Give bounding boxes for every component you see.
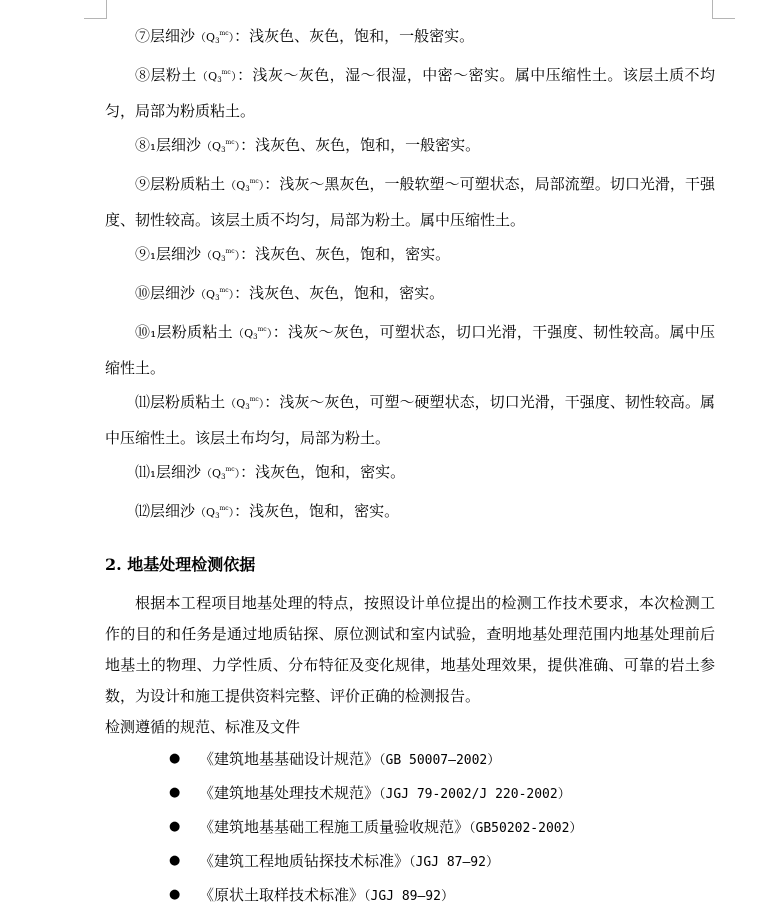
layer-name: 层粉质粘土 (150, 393, 226, 411)
symbol-subscript: 3 (245, 185, 250, 193)
symbol-superscript: mc (225, 466, 235, 473)
symbol-close: ） (258, 179, 265, 192)
symbol-q: Q (212, 249, 222, 262)
standard-item (105, 811, 715, 845)
layer-name: 层细沙 (156, 463, 202, 481)
symbol-close: ） (258, 397, 265, 410)
bullet-icon: ● (169, 853, 181, 868)
layer-name: 层粉土 (150, 66, 197, 84)
standard-code: （JGJ 79-2002/J 220-2002） (379, 787, 571, 802)
symbol-q: Q (208, 70, 218, 83)
stratum-symbol (201, 467, 240, 480)
symbol-superscript: mc (221, 69, 231, 76)
symbol-superscript: mc (219, 505, 229, 512)
symbol-subscript: 3 (253, 333, 258, 341)
symbol-superscript: mc (219, 287, 229, 294)
layer-description: ：浅灰色，饱和，密实。 (240, 463, 406, 481)
standards-list (105, 743, 715, 913)
stratum-symbol (201, 249, 240, 262)
layer-description: ：浅灰色、灰色，饱和，密实。 (234, 284, 445, 302)
soil-layer-list (105, 18, 715, 532)
symbol-open: （ (232, 327, 245, 340)
symbol-q: Q (236, 397, 246, 410)
symbol-subscript: 3 (221, 255, 226, 263)
symbol-superscript: mc (249, 178, 259, 185)
soil-layer-item (105, 314, 715, 384)
layer-description: ：浅灰～黑灰色，一般软塑～可塑状态，局部流塑。切口光滑，干强度、韧性较高。该层土质不均匀，局部为粉土。属中压缩性土。 (105, 175, 715, 229)
symbol-subscript: 3 (215, 37, 220, 45)
soil-layer-item (105, 57, 715, 127)
layer-sub-mark: ₁ (150, 136, 157, 154)
symbol-close: ） (266, 327, 273, 340)
standard-code: （GB50202-2002） (469, 821, 583, 836)
standard-item (105, 743, 715, 777)
standard-title: 《建筑地基基础工程施工质量验收规范》 (199, 818, 470, 836)
crop-mark-left (84, 0, 107, 19)
symbol-open: （ (195, 31, 207, 44)
symbol-open: （ (225, 179, 237, 192)
section-heading: 2. 地基处理检测依据 (105, 555, 256, 574)
stratum-symbol (195, 31, 234, 44)
layer-number: ⑩ (135, 284, 151, 302)
symbol-open: （ (201, 140, 213, 153)
symbol-close: ） (228, 506, 235, 519)
stratum-symbol (225, 179, 264, 192)
layer-sub-mark: ₁ (150, 323, 157, 341)
soil-layer-item (105, 275, 715, 314)
soil-layer-item (105, 493, 715, 532)
symbol-q: Q (206, 288, 216, 301)
symbol-close: ） (228, 288, 235, 301)
symbol-subscript: 3 (245, 403, 250, 411)
standard-title: 《建筑工程地质钻探技术标准》 (199, 852, 410, 870)
soil-layer-item (105, 166, 715, 236)
standard-title: 《原状土取样技术标准》 (199, 886, 365, 904)
layer-description: ：浅灰～灰色，湿～很湿，中密～密实。属中压缩性土。该层土质不均匀，局部为粉质粘土。 (105, 66, 715, 120)
stratum-symbol (201, 140, 240, 153)
standard-item (105, 879, 715, 913)
symbol-q: Q (244, 327, 254, 340)
standard-title: 《建筑地基基础设计规范》 (199, 750, 380, 768)
stratum-symbol (233, 327, 273, 340)
layer-number: ⑧ (135, 66, 151, 84)
symbol-open: （ (195, 288, 207, 301)
layer-description: ：浅灰色、灰色，饱和，一般密实。 (234, 27, 475, 45)
symbol-q: Q (212, 140, 222, 153)
symbol-close: ） (234, 249, 241, 262)
symbol-subscript: 3 (217, 76, 222, 84)
symbol-q: Q (206, 31, 216, 44)
soil-layer-item (105, 236, 715, 275)
symbol-open: （ (196, 70, 209, 83)
symbol-q: Q (212, 467, 222, 480)
layer-description: ：浅灰色、灰色，饱和，密实。 (240, 245, 451, 263)
symbol-superscript: mc (225, 248, 235, 255)
symbol-open: （ (201, 467, 213, 480)
symbol-close: ） (230, 70, 238, 83)
standard-code: （JGJ 87—92） (409, 855, 499, 870)
bullet-icon: ● (169, 785, 181, 800)
symbol-close: ） (234, 467, 241, 480)
symbol-superscript: mc (249, 396, 259, 403)
soil-layer-item (105, 18, 715, 57)
layer-sub-mark: ₁ (150, 245, 157, 263)
layer-number: ⑦ (135, 27, 151, 45)
bullet-icon: ● (169, 819, 181, 834)
symbol-superscript: mc (219, 30, 229, 37)
layer-number: ⑾ (135, 463, 151, 481)
layer-number: ⑧ (135, 136, 151, 154)
symbol-subscript: 3 (221, 146, 226, 154)
layer-description: ：浅灰色，饱和，密实。 (234, 502, 400, 520)
symbol-subscript: 3 (221, 473, 226, 481)
standard-code: （JGJ 89—92） (364, 889, 454, 904)
layer-name: 层细沙 (150, 284, 196, 302)
stratum-symbol (197, 70, 237, 83)
layer-name: 层细沙 (150, 27, 196, 45)
bullet-icon: ● (169, 887, 181, 902)
layer-name: 层细沙 (156, 245, 202, 263)
standard-code: （GB 50007—2002） (379, 753, 501, 768)
crop-mark-right (712, 0, 735, 19)
standard-item (105, 845, 715, 879)
layer-description: ：浅灰～灰色，可塑状态，切口光滑，干强度、韧性较高。属中压缩性土。 (105, 323, 715, 377)
soil-layer-item (105, 127, 715, 166)
symbol-open: （ (225, 397, 237, 410)
symbol-open: （ (195, 506, 207, 519)
document-body (105, 18, 715, 913)
layer-sub-mark: ₁ (150, 463, 157, 481)
layer-name: 层粉质粘土 (150, 175, 226, 193)
layer-number: ⑾ (135, 393, 151, 411)
soil-layer-item (105, 384, 715, 454)
stratum-symbol (195, 288, 234, 301)
layer-number: ⑿ (135, 502, 151, 520)
layer-description: ：浅灰色、灰色，饱和，一般密实。 (240, 136, 481, 154)
stratum-symbol (195, 506, 234, 519)
layer-name: 层细沙 (156, 136, 202, 154)
symbol-close: ） (228, 31, 235, 44)
symbol-subscript: 3 (215, 512, 220, 520)
layer-description: ：浅灰～灰色，可塑～硬塑状态，切口光滑，干强度、韧性较高。属中压缩性土。该层土布均匀，局部为粉土。 (105, 393, 715, 447)
standards-intro: 检测遵循的规范、标准及文件 (105, 718, 301, 736)
layer-name: 层粉质粘土 (156, 323, 233, 341)
stratum-symbol (225, 397, 264, 410)
layer-number: ⑩ (135, 323, 151, 341)
layer-number: ⑨ (135, 175, 151, 193)
symbol-q: Q (236, 179, 246, 192)
symbol-superscript: mc (257, 326, 267, 333)
bullet-icon: ● (169, 751, 181, 766)
symbol-q: Q (206, 506, 216, 519)
section-paragraph: 根据本工程项目地基处理的特点，按照设计单位提出的检测工作技术要求，本次检测工作的目的和任务是通过地质钻探、原位测试和室内试验，查明地基处理范围内地基处理前后地基土的物理、力学性质、分布特征及变化规律，地基处理效果，提供准确、可靠的岩土参数，为设计和施工提供资料完整、评价正确的检测报告。 (105, 594, 715, 705)
symbol-superscript: mc (225, 139, 235, 146)
symbol-subscript: 3 (215, 294, 220, 302)
symbol-open: （ (201, 249, 213, 262)
layer-number: ⑨ (135, 245, 151, 263)
standard-item (105, 777, 715, 811)
standard-title: 《建筑地基处理技术规范》 (199, 784, 380, 802)
soil-layer-item (105, 454, 715, 493)
layer-name: 层细沙 (150, 502, 196, 520)
symbol-close: ） (234, 140, 241, 153)
